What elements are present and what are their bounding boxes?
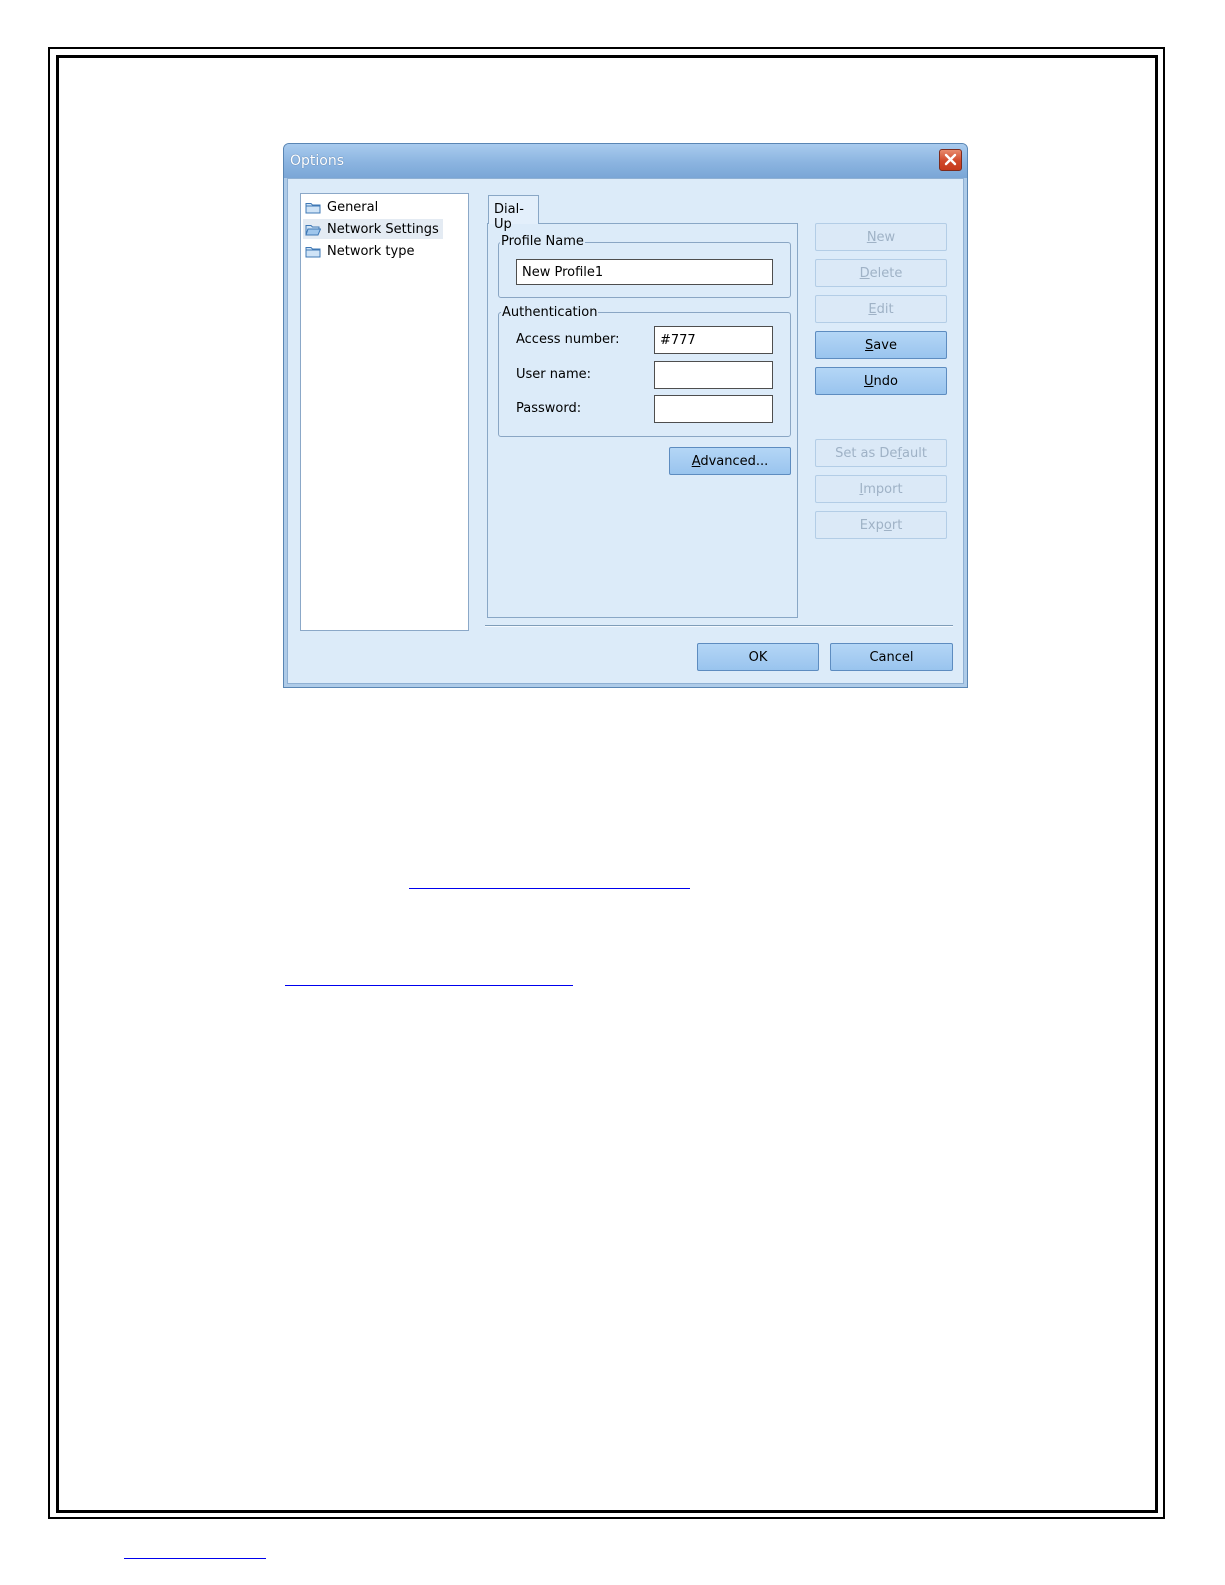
edit-button[interactable]: Edit [815, 295, 947, 323]
cancel-button[interactable]: Cancel [830, 643, 953, 671]
tree-item-label: General [327, 199, 379, 215]
dialog-separator [485, 625, 953, 627]
title-bar[interactable] [284, 144, 967, 178]
document-link-2[interactable] [285, 985, 573, 986]
document-link-1[interactable] [409, 888, 690, 889]
access-number-label: Access number: [516, 332, 620, 347]
password-label: Password: [516, 401, 582, 416]
options-tree[interactable] [300, 193, 469, 631]
user-name-label: User name: [516, 367, 592, 382]
tab-dial-up[interactable]: Dial-Up [488, 195, 539, 224]
import-button[interactable]: Import [815, 475, 947, 503]
tree-item-general[interactable] [303, 197, 382, 217]
tree-item-label: Network type [327, 243, 415, 259]
profile-name-input[interactable] [516, 259, 773, 285]
close-icon [944, 153, 957, 166]
folder-icon [305, 201, 321, 214]
footnote-separator [124, 1558, 266, 1559]
set-as-default-button[interactable]: Set as Default [815, 439, 947, 467]
access-number-input[interactable] [654, 326, 773, 354]
tree-item-label: Network Settings [327, 221, 439, 237]
undo-button[interactable]: Undo [815, 367, 947, 395]
save-button[interactable]: Save [815, 331, 947, 359]
new-button[interactable]: New [815, 223, 947, 251]
tree-item-network-type[interactable] [303, 241, 418, 261]
advanced-button[interactable]: Advanced... [669, 447, 791, 475]
ok-button[interactable]: OK [697, 643, 819, 671]
password-input[interactable] [654, 395, 773, 423]
user-name-input[interactable] [654, 361, 773, 389]
folder-icon [305, 245, 321, 258]
tree-item-network-settings[interactable] [303, 219, 443, 239]
dialog-title: Options [290, 153, 345, 169]
delete-button[interactable]: Delete [815, 259, 947, 287]
authentication-group-label: Authentication [502, 305, 598, 320]
export-button[interactable]: Export [815, 511, 947, 539]
profile-name-group-label: Profile Name [501, 234, 584, 249]
open-folder-icon [305, 223, 321, 236]
close-button[interactable] [939, 149, 962, 171]
